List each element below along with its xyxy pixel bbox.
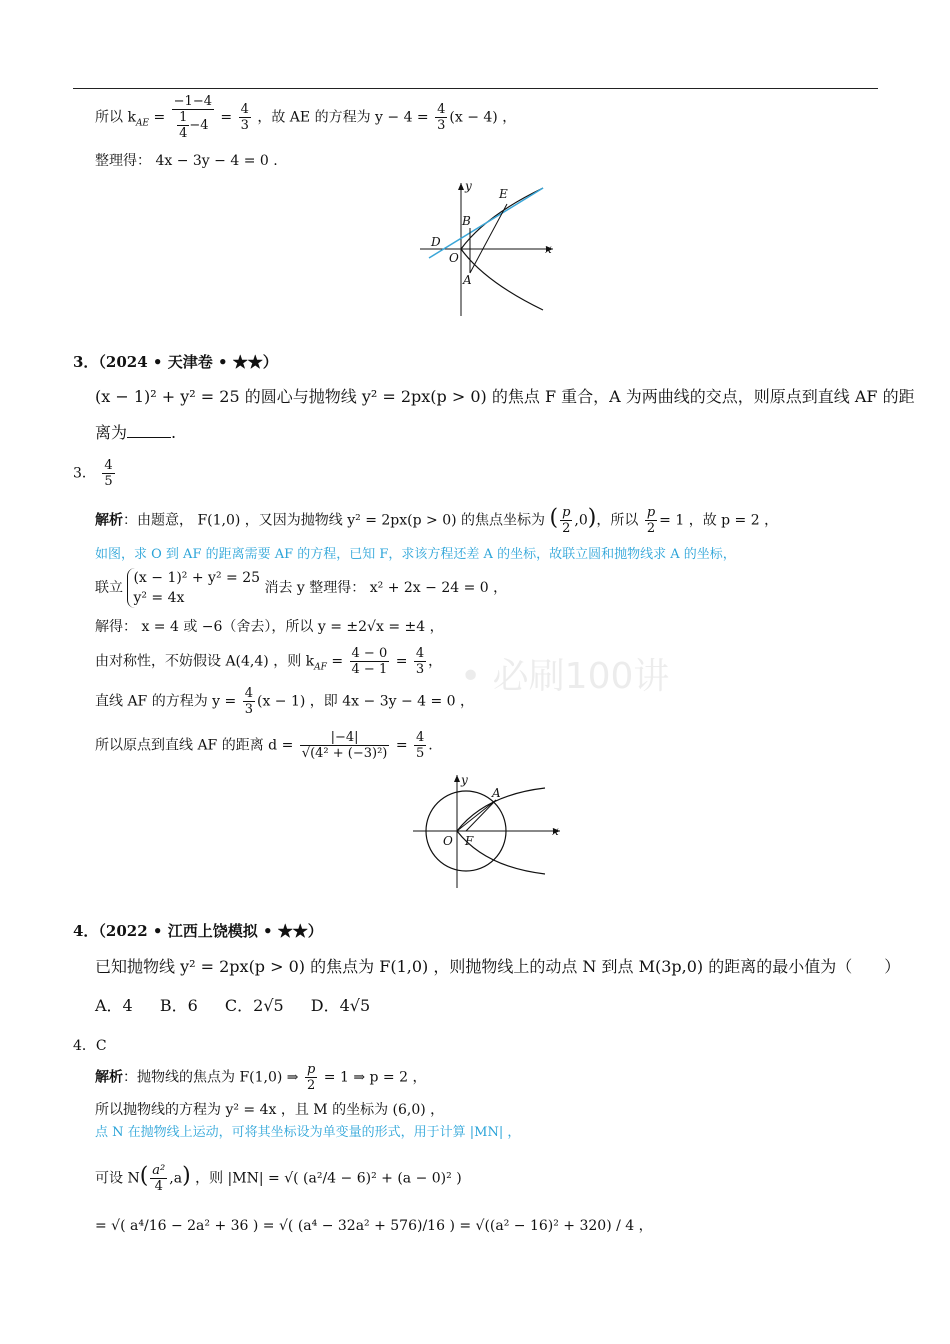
label-y: y [461,773,468,787]
n-mid: ,a [169,1170,183,1187]
slope-den-frac-num: 1 [179,110,188,125]
sym-tail: ， [428,653,443,670]
label-x: x [545,242,552,256]
slope-sub: AE [135,118,150,129]
focus-p-frac [560,505,572,536]
a4-analysis-label: 解析 [95,1069,123,1086]
slope-ae-line: 所以 $k_{AE}$ = −1−4 $\frac{1}{4}$ −4 = $\frac{4}{3}$ ，故 AE 的方程为 y − 4 = $\frac{4}{3}$ (x − 4) ， [95,94,517,141]
label-x: x [552,824,559,838]
q4-options [95,994,370,1018]
dist-result-den: 5 [416,746,425,761]
line-ae [429,188,543,258]
a4-analysis-tail: = 1 ⇒ p = 2 ， [323,1069,427,1086]
sym-sub: AF [314,662,327,673]
focus-p-num: p [562,505,571,520]
a4-hint: 点 N 在抛物线上运动，可将其坐标设为单变量的形式，用于计算 |MN| ， [95,1125,521,1140]
a3-distance [95,730,433,761]
slope-eq: = [153,109,166,126]
label-o: O [443,834,453,848]
label-a: A [463,273,472,287]
dist-den: √(4² + (−3)²) [301,746,388,761]
chord-ea [470,204,507,273]
sym-prefix: 由对称性，不妨假设 A(4,4) ，则 k [95,653,315,670]
line-ae-tail: (x − 4) ， [449,109,517,126]
slope-den-rest: −4 [189,118,209,133]
a3-solve: 解得： x = 4 或 −6（舍去），所以 y = ±2√x = ±4 ， [95,619,444,635]
dist-prefix: 所以原点到直线 AF 的距离 d = [95,737,294,754]
p-half-num: p [646,505,656,520]
label-e: E [499,187,508,201]
a3-hint: 如图，求 O 到 AF 的距离需要 AF 的方程，已知 F，求该方程还差 A 的坐标，故联立圆和抛物线求 A 的坐标， [95,547,736,562]
a3-fraction-num: 4 [104,458,113,473]
slope-result [239,102,251,133]
q4-header: 4．（2022 • 江西上饶模拟 • ★★） [73,922,323,940]
slope-result-num: 4 [240,102,249,117]
slope-den-frac-den: 4 [179,126,188,141]
label-d: D [431,235,441,249]
option-b[interactable]: B．6 [159,996,198,1015]
a4-answer: 4．C [73,1038,107,1054]
a3-fraction [102,458,114,489]
n-frac [150,1163,167,1194]
equation-system [127,568,260,608]
line-af-frac [243,686,255,717]
line-af-num: 4 [244,686,253,701]
a4-analysis-text: ：抛物线的焦点为 F(1,0) ⇒ [123,1069,299,1086]
a4-p-den: 2 [307,1078,316,1093]
q3-stem-2-end: . [171,423,177,442]
p-half-frac [645,505,657,536]
line-ae-frac-num: 4 [437,102,446,117]
dist-result [414,730,426,761]
label-a: A [492,786,501,800]
simplified-eq: 整理得： 4x − 3y − 4 = 0 . [95,153,278,169]
dist-num: |−4| [300,730,390,746]
slope-result-den: 3 [240,118,249,133]
n-frac-num: a² [152,1163,166,1178]
q3-stem-2 [95,421,176,445]
a4-line-4 [95,1163,462,1194]
y-axis-arrow [458,183,464,190]
q4-stem: 已知抛物线 y² = 2px(p > 0) 的焦点为 F(1,0) ，则抛物线上的动点 N 到点 M(3p,0) 的距离的最小值为（ ） [95,957,901,976]
segment-oa [457,800,496,831]
dist-frac [300,730,390,761]
q3-stem-2-text: 离为 [95,423,128,442]
header-rule [73,88,878,89]
a4-line-5: = √( a⁴/16 − 2a² + 36 ) = √( (a⁴ − 32a² + 576)/16 ) = √((a² − 16)² + 320) / 4 ， [95,1218,653,1234]
line-af-den: 3 [244,702,253,717]
line-ae-mid: ，故 AE 的方程为 y − 4 = [257,109,429,126]
dist-result-num: 4 [416,730,425,745]
system-prefix: 联立 [95,580,123,596]
slope-den [172,110,214,141]
q3-stem-1: (x − 1)² + y² = 25 的圆心与抛物线 y² = 2px(p > 0) 的焦点 F 重合，A 为两曲线的交点，则原点到直线 AF 的距 [95,387,915,406]
option-c[interactable]: C．2√5 [224,996,284,1015]
kaf-den: 4 − 1 [351,662,388,677]
label-b: B [462,214,471,228]
label-f: F [465,834,474,848]
paren-close: ) [587,505,597,531]
label-y: y [465,179,472,193]
mn-expression: ，则 |MN| = √( (a²/4 − 6)² + (a − 0)² ) [195,1170,462,1187]
p-half-den: 2 [646,521,656,536]
y-axis-arrow [454,775,460,782]
slope-prefix: 所以 k [95,109,136,126]
kaf-result-den: 3 [415,662,425,677]
kaf-result-num: 4 [415,646,425,661]
figure-circle-parabola [410,770,570,890]
watermark: • 必刷100讲 [460,656,670,697]
line-af-prefix: 直线 AF 的方程为 y = [95,693,237,710]
a3-symmetry [95,646,442,677]
a3-fraction-den: 5 [104,474,113,489]
sym-eq: = [331,653,344,670]
a3-system [95,568,507,608]
dist-tail: . [428,737,433,754]
a3-analysis-text: ：由题意， F(1,0) ，又因为抛物线 y² = 2px(p > 0) 的焦点坐标为 [123,512,546,529]
a3-num: 3． [73,465,96,482]
q3-header: 3．（2024 • 天津卷 • ★★） [73,353,278,371]
a3-answer [73,458,117,489]
kaf-result [414,646,426,677]
answer-blank [127,421,171,438]
a3-line-af [95,686,474,717]
a4-p-num: p [307,1062,316,1077]
paren-open: ( [549,505,559,531]
option-a[interactable]: A．4 [95,996,133,1015]
n-frac-den: 4 [154,1179,163,1194]
paren-close: ) [182,1163,191,1189]
a4-analysis-1 [95,1062,426,1093]
a3-analysis-1 [95,505,778,536]
figure-parabola-ae [415,178,560,318]
dist-eq: = [395,737,408,754]
segment-fa [466,800,496,831]
line-af-tail: (x − 1) ，即 4x − 3y − 4 = 0 ， [257,693,475,710]
a3-analysis-text2: ，所以 [596,512,639,529]
n-prefix: 可设 N [95,1170,140,1187]
option-d[interactable]: D．4√5 [310,996,371,1015]
paren-open: ( [139,1163,149,1189]
a3-analysis-text3: = 1 ，故 p = 2 ， [659,512,779,529]
label-o: O [449,251,459,265]
kaf-frac [350,646,390,677]
system-tail: 消去 y 整理得： x² + 2x − 24 = 0 ， [264,580,508,596]
focus-p-den: 2 [562,521,571,536]
focus-tail: ,0 [574,512,588,529]
a4-line-2: 所以抛物线的方程为 y² = 4x ，且 M 的坐标为 (6,0) ， [95,1102,445,1118]
system-eq-1: (x − 1)² + y² = 25 [133,570,261,586]
a3-analysis-label: 解析 [95,512,123,529]
line-ae-frac-den: 3 [437,118,446,133]
a4-p-frac [305,1062,317,1093]
system-eq-2: y² = 4x [133,590,185,606]
slope-fraction [172,94,214,141]
line-ae-frac [435,102,447,133]
sym-eq2: = [395,653,408,670]
kaf-num: 4 − 0 [351,646,388,661]
slope-num: −1−4 [173,94,212,109]
slope-den-frac [177,110,189,141]
